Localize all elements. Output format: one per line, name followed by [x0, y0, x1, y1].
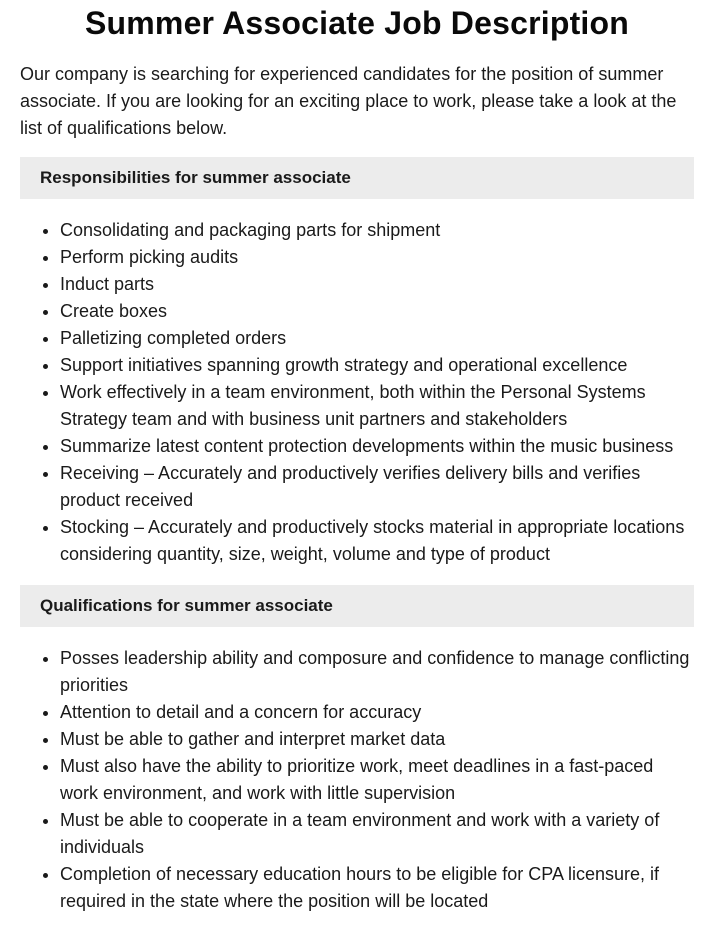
list-item: • Completion of necessary education hours to be eligible for CPA licensure, if required in the state where the position will be located [60, 861, 694, 915]
qualifications-heading: Qualifications for summer associate [20, 585, 694, 627]
list-item: • Stocking – Accurately and productively stocks material in appropriate locations considering quantity, size, weight, volume and type of product [60, 514, 694, 568]
list-item: • Create boxes [60, 298, 694, 325]
list-item: • Work effectively in a team environment, both within the Personal Systems Strategy team and with business unit partners and stakeholders [60, 379, 694, 433]
list-item: • Receiving – Accurately and productively verifies delivery bills and verifies product received [60, 460, 694, 514]
list-item: • Attention to detail and a concern for accuracy [60, 699, 694, 726]
responsibilities-list [20, 217, 694, 568]
list-item: • Induct parts [60, 271, 694, 298]
list-item: • Support initiatives spanning growth strategy and operational excellence [60, 352, 694, 379]
list-item: • Summarize latest content protection developments within the music business [60, 433, 694, 460]
intro-paragraph: Our company is searching for experienced candidates for the position of summer associate. If you are looking for an exciting place to work, please take a look at the list of qualifications below. [20, 64, 677, 138]
qualifications-list [20, 645, 694, 915]
list-item: • Must be able to gather and interpret market data [60, 726, 694, 753]
list-item: • Must also have the ability to prioritize work, meet deadlines in a fast-paced work environment, and work with little supervision [60, 753, 694, 807]
list-item: • Posses leadership ability and composure and confidence to manage conflicting priorities [60, 645, 694, 699]
page-title: Summer Associate Job Description [84, 5, 630, 41]
list-item: • Palletizing completed orders [60, 325, 694, 352]
list-item: • Perform picking audits [60, 244, 694, 271]
responsibilities-heading: Responsibilities for summer associate [20, 157, 694, 199]
list-item: • Consolidating and packaging parts for shipment [60, 217, 694, 244]
list-item: • Must be able to cooperate in a team environment and work with a variety of individuals [60, 807, 694, 861]
